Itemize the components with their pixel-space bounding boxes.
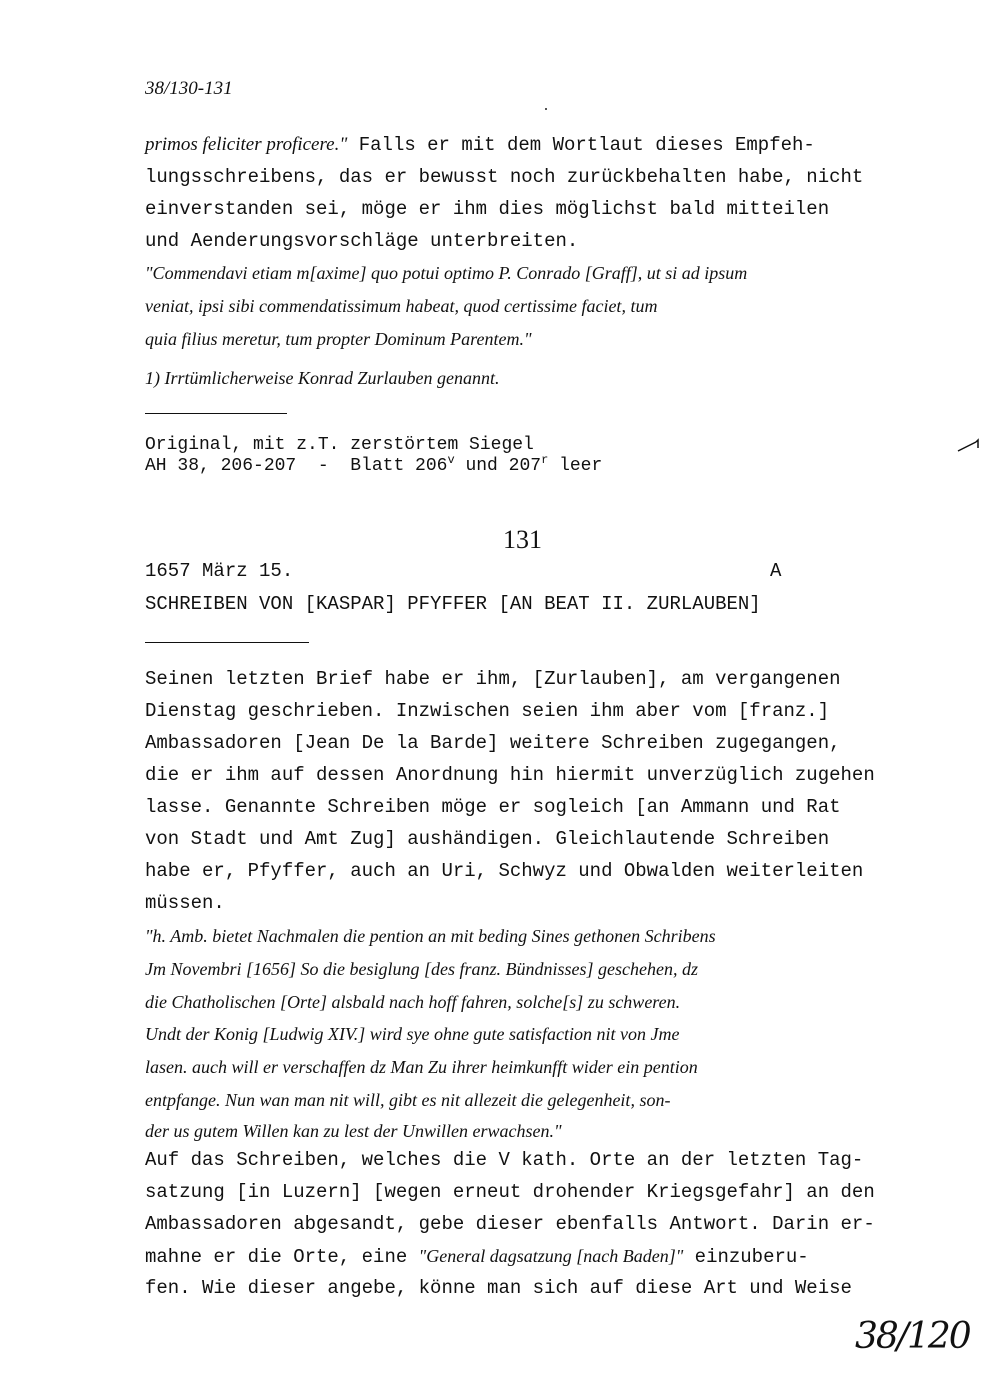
body1-line-8: müssen. <box>145 892 225 914</box>
top-line-1: primos feliciter proficere." Falls er mit dem Wortlaut dieses Empfeh- <box>145 134 815 156</box>
speck-mark <box>545 108 547 110</box>
entry-number: 131 <box>503 525 542 554</box>
body1-line-1: Seinen letzten Brief habe er ihm, [Zurlauben], am vergangenen <box>145 668 841 690</box>
body1-line-2: Dienstag geschrieben. Inzwischen seien ihm aber vom [franz.] <box>145 700 830 722</box>
title-separator <box>145 642 309 643</box>
top-line-4: und Aenderungsvorschläge unterbreiten. <box>145 230 579 252</box>
top-line-3: einverstanden sei, möge er ihm dies möglichst bald mitteilen <box>145 198 830 220</box>
body2-line-4: mahne er die Orte, eine "General dagsatzung [nach Baden]" einzuberu- <box>145 1246 809 1268</box>
quote2-line-6: entpfange. Nun wan man nit will, gibt es nit allezeit die gelegenheit, son- <box>145 1090 671 1110</box>
entry-title: SCHREIBEN VON [KASPAR] PFYFFER [AN BEAT II. ZURLAUBEN] <box>145 593 761 615</box>
quote2-line-2: Jm Novembri [1656] So die besiglung [des franz. Bündnisses] geschehen, dz <box>145 959 698 979</box>
quote2-line-4: Undt der Konig [Ludwig XIV.] wird sye ohne gute satisfaction nit von Jme <box>145 1024 680 1044</box>
entry-date: 1657 März 15. <box>145 560 294 582</box>
quote1-line-2: veniat, ipsi sibi commendatissimum habeat, quod certissime faciet, tum <box>145 296 658 316</box>
body1-line-5: lasse. Genannte Schreiben möge er sogleich [an Ammann und Rat <box>145 796 841 818</box>
quote1-line-3: quia filius meretur, tum propter Dominum Parentem." <box>145 329 532 349</box>
body2-line-2: satzung [in Luzern] [wegen erneut drohender Kriegsgefahr] an den <box>145 1181 875 1203</box>
quote2-line-7: der us gutem Willen kan zu lest der Unwillen erwachsen." <box>145 1121 562 1141</box>
body2-line-1: Auf das Schreiben, welches die V kath. Orte an der letzten Tag- <box>145 1149 864 1171</box>
footnote: 1) Irrtümlicherweise Konrad Zurlauben genannt. <box>145 368 500 388</box>
quote2-line-1: "h. Amb. bietet Nachmalen die pention an mit beding Sines gethonen Schribens <box>145 926 716 946</box>
body2-line-3: Ambassadoren abgesandt, gebe dieser ebenfalls Antwort. Darin er- <box>145 1213 875 1235</box>
margin-tick-mark <box>956 436 982 454</box>
body1-line-3: Ambassadoren [Jean De la Barde] weitere Schreiben zugegangen, <box>145 732 841 754</box>
footnote-separator <box>145 413 287 414</box>
entry-letter: A <box>770 560 782 582</box>
body1-line-7: habe er, Pfyffer, auch an Uri, Schwyz und Obwalden weiterleiten <box>145 860 864 882</box>
page-reference: 38/130-131 <box>145 78 233 99</box>
body1-line-6: von Stadt und Amt Zug] aushändigen. Gleichlautende Schreiben <box>145 828 830 850</box>
quote2-line-5: lasen. auch will er verschaffen dz Man Zu ihrer heimkunfft wider ein pention <box>145 1057 698 1077</box>
quote1-line-1: "Commendavi etiam m[axime] quo potui optimo P. Conrado [Graff], ut si ad ipsum <box>145 263 748 283</box>
top-line-2: lungsschreibens, das er bewusst noch zurückbehalten habe, nicht <box>145 166 864 188</box>
body1-line-4: die er ihm auf dessen Anordnung hin hiermit unverzüglich zugehen <box>145 764 875 786</box>
body2-line-5: fen. Wie dieser angebe, könne man sich auf diese Art und Weise <box>145 1277 852 1299</box>
source-line-2: AH 38, 206-207 - Blatt 206$^v$ und 207$^r$ leer <box>145 453 603 476</box>
quote2-line-3: die Chatholischen [Orte] alsbald nach hoff fahren, solche[s] zu schweren. <box>145 992 681 1012</box>
source-line-1: Original, mit z.T. zerstörtem Siegel <box>145 435 534 455</box>
handwritten-folio-number: 38/120 <box>855 1316 970 1357</box>
